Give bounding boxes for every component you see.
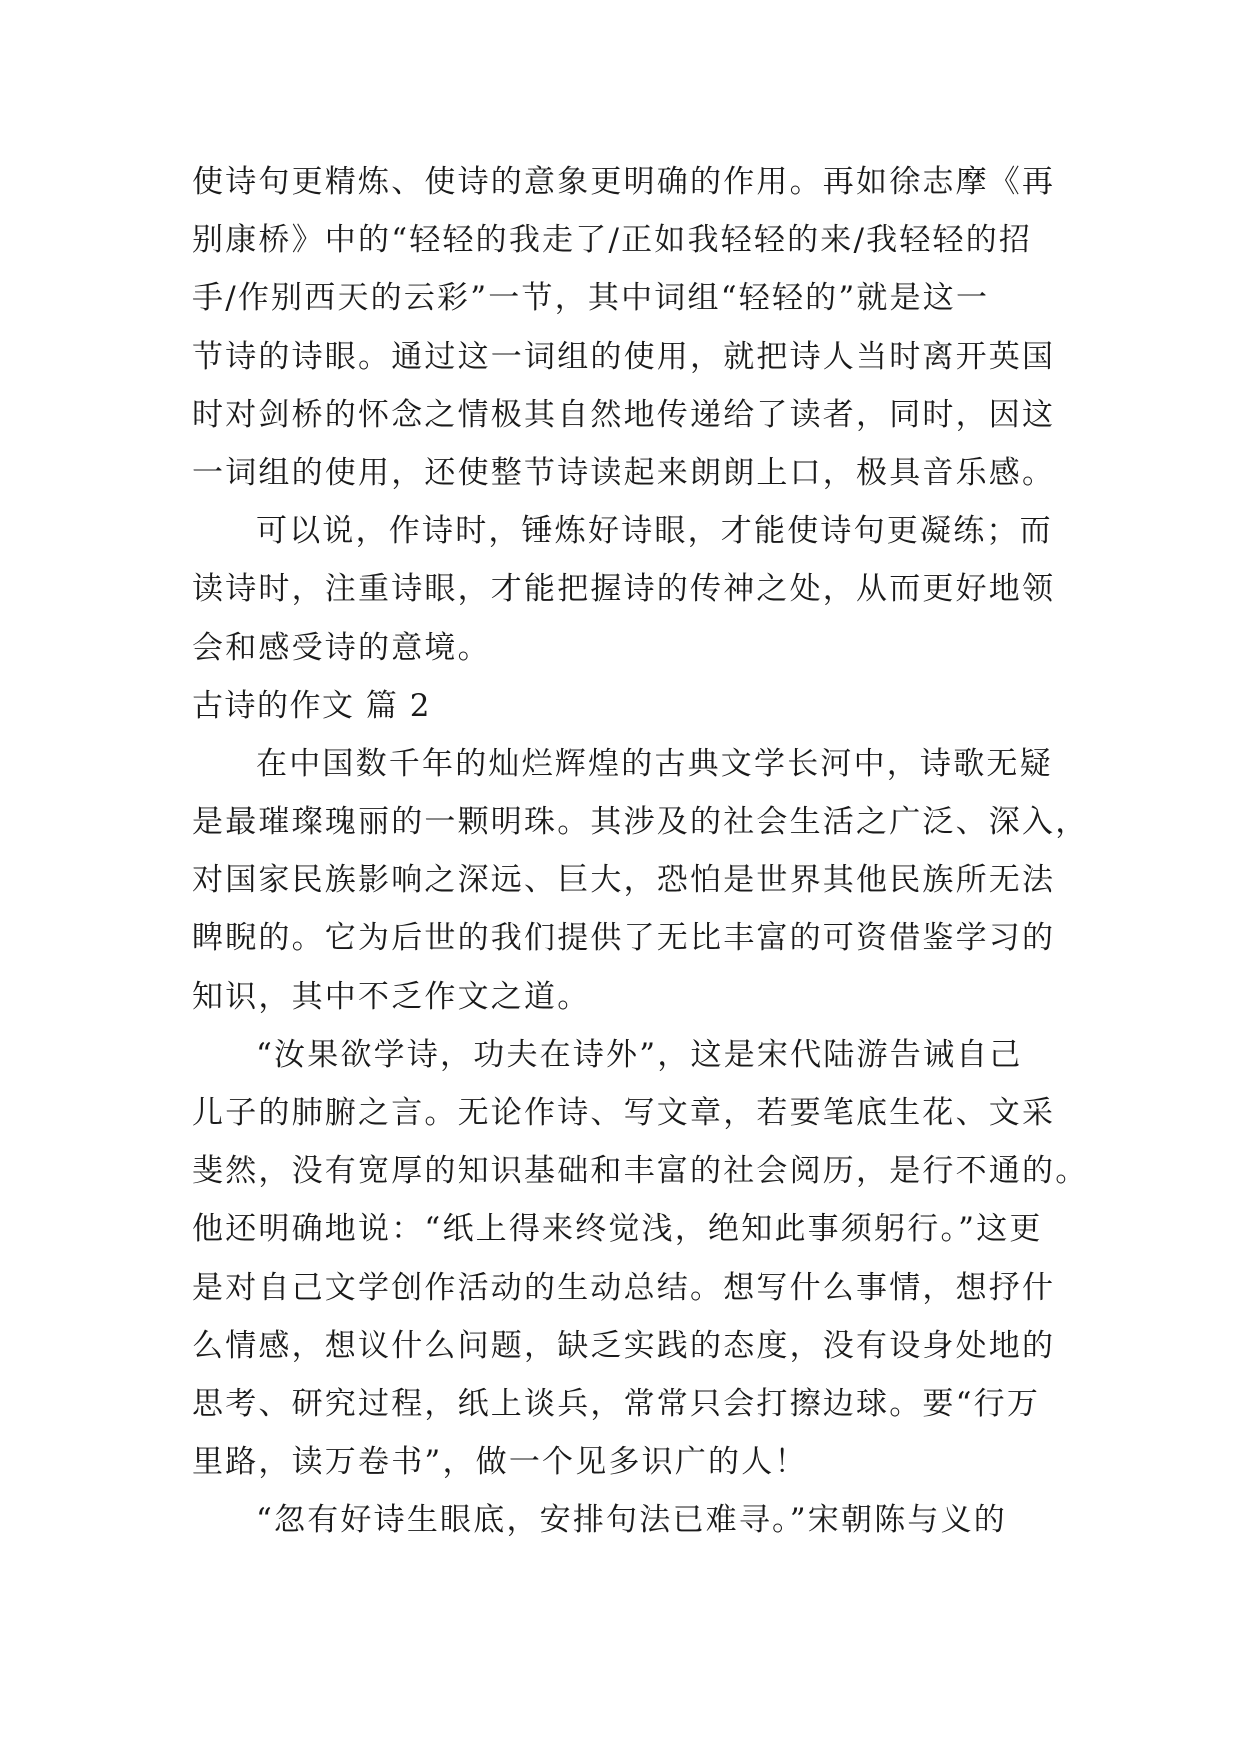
section-heading: 古诗的作文 篇 2 [192,687,431,724]
text-line: 时对剑桥的怀念之情极其自然地传递给了读者，同时，因这 [192,396,1056,433]
text-line: 里路，读万卷书”，做一个见多识广的人！ [192,1444,808,1481]
text-line: 对国家民族影响之深远、巨大，恐怕是世界其他民族所无法 [192,862,1056,899]
paragraph-first-line: “汝果欲学诗，功夫在诗外”，这是宋代陆游告诫自己 [256,1036,1023,1073]
text-line: 儿子的肺腑之言。无论作诗、写文章，若要笔底生花、文采 [192,1095,1056,1131]
text-line: 会和感受诗的意境。 [192,629,491,666]
text-line: 一词组的使用，还使整节诗读起来朗朗上口，极具音乐感。 [192,454,1056,491]
text-line: 使诗句更精炼、使诗的意象更明确的作用。再如徐志摩《再 [192,164,1056,200]
text-line: 他还明确地说：“纸上得来终觉浅，绝知此事须躬行。”这更 [192,1211,1043,1248]
text-line: 睥睨的。它为后世的我们提供了无比丰富的可资借鉴学习的 [192,920,1056,957]
text-line: 手/作别西天的云彩”一节，其中词组“轻轻的”就是这一 [192,280,990,317]
text-line: 别康桥》中的“轻轻的我走了/正如我轻轻的来/我轻轻的招 [192,222,1033,259]
text-line: 是最璀璨瑰丽的一颗明珠。其涉及的社会生活之广泛、深入， [192,804,1089,841]
document-body [192,153,1089,1550]
text-line: 么情感，想议什么问题，缺乏实践的态度，没有设身处地的 [192,1327,1056,1364]
paragraph-first-line: 在中国数千年的灿烂辉煌的古典文学长河中，诗歌无疑 [256,745,1053,782]
text-line: 知识，其中不乏作文之道。 [192,978,591,1015]
paragraph-first-line: 可以说，作诗时，锤炼好诗眼，才能使诗句更凝练；而 [256,513,1053,550]
text-line: 读诗时，注重诗眼，才能把握诗的传神之处，从而更好地领 [192,571,1056,608]
text-line: 节诗的诗眼。通过这一词组的使用，就把诗人当时离开英国 [192,338,1056,375]
text-line: 斐然，没有宽厚的知识基础和丰富的社会阅历，是行不通的。 [192,1153,1089,1190]
paragraph-first-line: “忽有好诗生眼底，安排句法已难寻。”宋朝陈与义的 [256,1502,1007,1539]
text-line: 是对自己文学创作活动的生动总结。想写什么事情，想抒什 [192,1269,1056,1306]
text-line: 思考、研究过程，纸上谈兵，常常只会打擦边球。要“行万 [192,1385,1041,1422]
